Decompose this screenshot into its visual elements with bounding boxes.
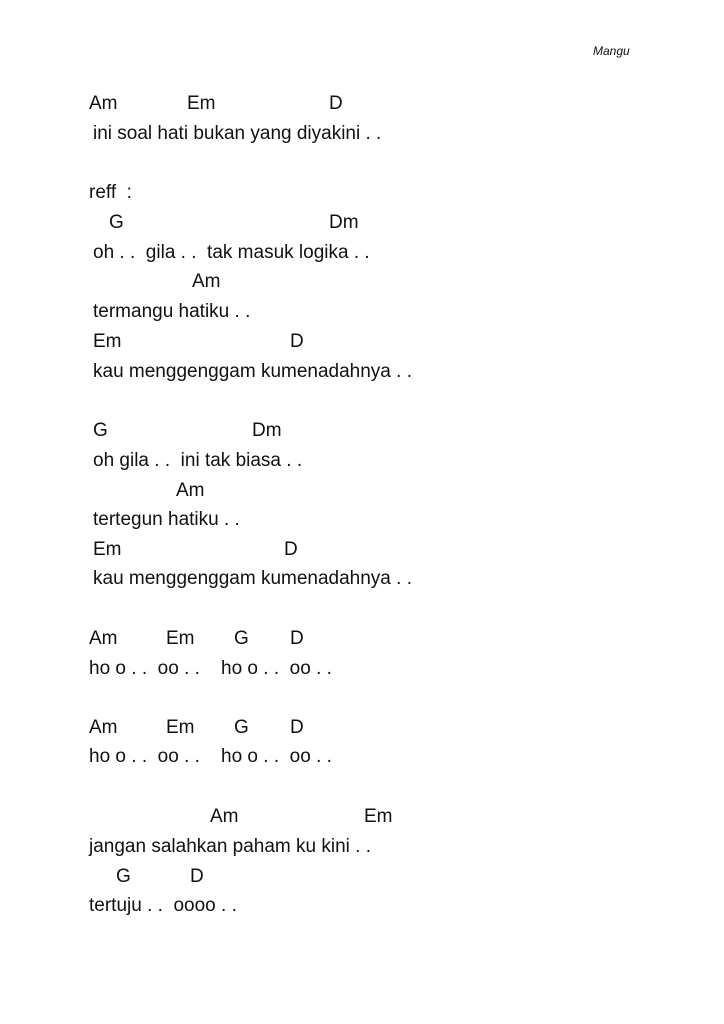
- chord: Am: [192, 271, 221, 292]
- chord: Em: [166, 717, 195, 738]
- chord: Em: [93, 331, 122, 352]
- chord: D: [290, 628, 304, 649]
- chord: G: [234, 628, 249, 649]
- chord: D: [190, 866, 204, 887]
- lyric-line: ini soal hati bukan yang diyakini . .: [93, 123, 382, 144]
- chord: D: [284, 539, 298, 560]
- lyric-line: ho o . . oo . . ho o . . oo . .: [89, 658, 332, 679]
- chord: Am: [89, 717, 118, 738]
- lyric-line: kau menggenggam kumenadahnya . .: [93, 361, 412, 382]
- chord: Dm: [329, 212, 359, 233]
- lyric-line: tertegun hatiku . .: [93, 509, 240, 530]
- lyric-line: kau menggenggam kumenadahnya . .: [93, 568, 412, 589]
- chord: D: [329, 93, 343, 114]
- lyric-line: jangan salahkan paham ku kini . .: [89, 836, 372, 857]
- chord: G: [116, 866, 131, 887]
- section-label: reff :: [89, 182, 132, 203]
- chord: Am: [210, 806, 239, 827]
- chord: D: [290, 717, 304, 738]
- lyric-line: oh . . gila . . tak masuk logika . .: [93, 242, 370, 263]
- chord: Em: [187, 93, 216, 114]
- chord: G: [93, 420, 108, 441]
- lyric-line: tertuju . . oooo . .: [89, 895, 237, 916]
- chord: Em: [364, 806, 393, 827]
- lyric-line: oh gila . . ini tak biasa . .: [93, 450, 303, 471]
- chord: D: [290, 331, 304, 352]
- lyric-line: ho o . . oo . . ho o . . oo . .: [89, 746, 332, 767]
- song-title: Mangu: [593, 44, 630, 58]
- chord: Am: [89, 93, 118, 114]
- chord: Dm: [252, 420, 282, 441]
- chord: Em: [166, 628, 195, 649]
- chord: Em: [93, 539, 122, 560]
- chord: G: [109, 212, 124, 233]
- lyric-line: termangu hatiku . .: [93, 301, 251, 322]
- chord: Am: [89, 628, 118, 649]
- chord: G: [234, 717, 249, 738]
- chord: Am: [176, 480, 205, 501]
